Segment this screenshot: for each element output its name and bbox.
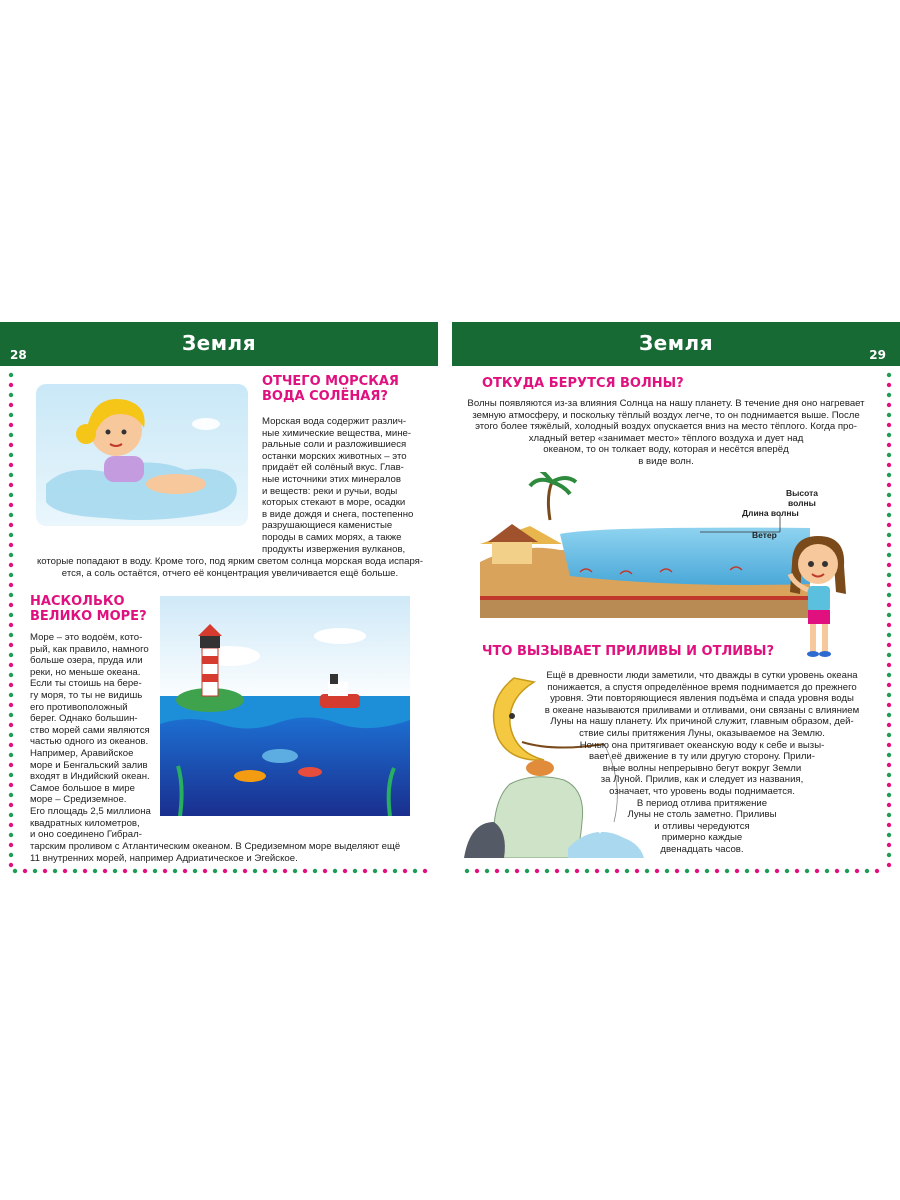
border-dot	[9, 553, 13, 557]
border-dot	[9, 653, 13, 657]
border-dot	[9, 483, 13, 487]
text-line: останки морских животных – это	[262, 450, 407, 462]
border-dot	[9, 623, 13, 627]
text-line: Самое большое в мире	[30, 782, 135, 794]
waves-paragraph	[464, 398, 868, 468]
border-dot	[887, 593, 891, 597]
girl-character-illustration	[782, 534, 852, 662]
border-dot	[9, 703, 13, 707]
border-dot	[123, 869, 127, 873]
border-dot	[887, 603, 891, 607]
page-header	[0, 322, 438, 366]
border-dot	[33, 869, 37, 873]
border-dot	[887, 473, 891, 477]
border-dot	[9, 373, 13, 377]
border-dot	[153, 869, 157, 873]
border-dot	[725, 869, 729, 873]
text-line: океаном, то он толкает воду, которая и несётся вперёд	[543, 444, 789, 456]
border-dot	[485, 869, 489, 873]
border-dot	[875, 869, 879, 873]
tides-paragraph	[532, 670, 872, 856]
text-line: и веществ: реки и ручьи, воды	[262, 485, 398, 497]
border-dot	[595, 869, 599, 873]
text-line: примерно каждые	[661, 832, 743, 844]
text-line: море и Бенгальский залив	[30, 759, 148, 771]
border-dot	[9, 783, 13, 787]
border-dot	[805, 869, 809, 873]
border-dot	[9, 453, 13, 457]
border-dot	[887, 563, 891, 567]
border-dot	[887, 703, 891, 707]
border-dot	[887, 373, 891, 377]
border-dot	[555, 869, 559, 873]
border-dot	[655, 869, 659, 873]
border-dot	[887, 463, 891, 467]
border-dot	[9, 663, 13, 667]
border-dot	[887, 693, 891, 697]
text-line: и оно соединено Гибрал-	[30, 829, 142, 841]
border-dot	[745, 869, 749, 873]
border-dot	[283, 869, 287, 873]
border-dot	[887, 533, 891, 537]
border-dot	[465, 869, 469, 873]
border-dot	[585, 869, 589, 873]
text-line: хладный ветер «занимает место» тёплого воздуха и дует над	[528, 432, 804, 444]
wave-height-label	[786, 488, 818, 508]
border-dot	[845, 869, 849, 873]
border-dot	[825, 869, 829, 873]
border-dot	[9, 803, 13, 807]
page-header	[452, 322, 900, 366]
border-dot	[9, 853, 13, 857]
border-dot	[9, 723, 13, 727]
text-line: в виде дождя и снега, постепенно	[262, 508, 414, 520]
border-dot	[9, 593, 13, 597]
page-title: Земля	[638, 331, 714, 355]
border-dot	[887, 833, 891, 837]
border-dot	[333, 869, 337, 873]
border-dot	[9, 463, 13, 467]
border-dot	[887, 513, 891, 517]
border-dot	[9, 753, 13, 757]
border-dot	[9, 643, 13, 647]
text-line: Например, Аравийское	[30, 747, 134, 759]
border-dot	[887, 823, 891, 827]
border-dot	[675, 869, 679, 873]
border-dot	[665, 869, 669, 873]
decorative-border-right	[884, 370, 894, 870]
page-29	[452, 322, 900, 880]
border-dot	[635, 869, 639, 873]
border-dot	[765, 869, 769, 873]
border-dot	[887, 813, 891, 817]
border-dot	[53, 869, 57, 873]
text-line: берег. Однако большин-	[30, 713, 138, 725]
text-line: означает, что уровень воды поднимается.	[609, 785, 795, 797]
border-dot	[373, 869, 377, 873]
text-line: которых стекают в море, осадки	[262, 497, 406, 509]
border-dot	[9, 383, 13, 387]
border-dot	[163, 869, 167, 873]
border-dot	[403, 869, 407, 873]
page-number: 28	[10, 348, 27, 362]
border-dot	[887, 753, 891, 757]
border-dot	[887, 653, 891, 657]
border-dot	[887, 793, 891, 797]
border-dot	[9, 563, 13, 567]
text-line: породы в самих морях, а также	[262, 531, 402, 543]
border-dot	[887, 783, 891, 787]
text-line: Если ты стоишь на бере-	[30, 678, 142, 690]
text-line: рый, как правило, намного	[30, 643, 149, 655]
text-line: двенадцать часов.	[660, 843, 744, 855]
border-dot	[183, 869, 187, 873]
border-dot	[73, 869, 77, 873]
border-dot	[887, 643, 891, 647]
heading-line: ОТЧЕГО МОРСКАЯ	[262, 374, 399, 389]
heading-line: НАСКОЛЬКО	[30, 594, 125, 609]
border-dot	[323, 869, 327, 873]
text-line: тарским проливом с Атлантическим океаном. В Средиземном море выделяют ещё	[30, 841, 401, 852]
border-dot	[575, 869, 579, 873]
border-dot	[383, 869, 387, 873]
border-dot	[705, 869, 709, 873]
border-dot	[887, 543, 891, 547]
text-line: вает её движение в ту или другую сторону. Прили-	[589, 751, 815, 763]
border-dot	[887, 803, 891, 807]
text-line: Луны на нашу планету. Их причиной служит, главным образом, дей-	[550, 716, 854, 728]
border-dot	[605, 869, 609, 873]
page-28	[0, 322, 438, 880]
text-line: Ещё в древности люди заметили, что дважды в сутки уровень океана	[546, 670, 858, 681]
sea-size-paragraph	[30, 632, 158, 841]
border-dot	[887, 763, 891, 767]
border-dot	[353, 869, 357, 873]
border-dot	[565, 869, 569, 873]
text-line: и отливы чередуются	[654, 820, 750, 832]
border-dot	[887, 673, 891, 677]
border-dot	[423, 869, 427, 873]
border-dot	[9, 843, 13, 847]
border-dot	[887, 413, 891, 417]
border-dot	[9, 583, 13, 587]
border-dot	[363, 869, 367, 873]
border-dot	[343, 869, 347, 873]
wave-length-label: Длина волны	[742, 508, 799, 518]
border-dot	[9, 403, 13, 407]
text-line: ные химические вещества, мине-	[262, 427, 412, 439]
text-line: в океане называются приливами и отливами, они связаны с влиянием	[544, 704, 860, 716]
border-dot	[887, 733, 891, 737]
border-dot	[887, 453, 891, 457]
border-dot	[9, 513, 13, 517]
border-dot	[9, 493, 13, 497]
text-line: Его площадь 2,5 миллиона	[30, 805, 151, 817]
border-dot	[9, 673, 13, 677]
border-dot	[9, 603, 13, 607]
border-dot	[887, 523, 891, 527]
text-line: ральные соли и разложившиеся	[262, 439, 407, 451]
border-dot	[173, 869, 177, 873]
text-line: реки, но меньше океана.	[30, 666, 141, 678]
section-heading-waves: ОТКУДА БЕРУТСЯ ВОЛНЫ?	[482, 376, 684, 391]
text-line: этого более тяжёлый, холодный воздух опускается вниз на место тёплого. Когда про-	[475, 421, 857, 433]
wind-label: Ветер	[752, 530, 777, 540]
border-dot	[9, 413, 13, 417]
sea-size-paragraph-continued	[30, 841, 430, 864]
border-dot	[9, 833, 13, 837]
border-dot	[515, 869, 519, 873]
label-line: Высота	[786, 488, 818, 498]
text-line: Море – это водоём, кото-	[30, 632, 143, 643]
text-line: Луны не столь заметно. Приливы	[627, 809, 777, 821]
border-dot	[887, 623, 891, 627]
border-dot	[9, 533, 13, 537]
border-dot	[887, 583, 891, 587]
border-dot	[293, 869, 297, 873]
text-line: земную атмосферу, и поскольку тёплый воздух легче, то он поднимается выше. После	[472, 409, 860, 421]
text-line: ется, а соль остаётся, отчего её концентрация увеличивается ещё больше.	[61, 567, 399, 579]
border-dot	[9, 443, 13, 447]
border-dot	[9, 423, 13, 427]
border-dot	[835, 869, 839, 873]
border-dot	[887, 443, 891, 447]
border-dot	[9, 473, 13, 477]
border-dot	[9, 393, 13, 397]
border-dot	[887, 863, 891, 867]
text-line: разрушающиеся каменистые	[262, 520, 393, 532]
border-dot	[93, 869, 97, 873]
border-dot	[645, 869, 649, 873]
border-dot	[887, 633, 891, 637]
border-dot	[887, 853, 891, 857]
border-dot	[887, 683, 891, 687]
border-dot	[9, 683, 13, 687]
border-dot	[505, 869, 509, 873]
text-line: продукты извержения вулканов,	[262, 543, 406, 555]
text-line: которые попадают в воду. Кроме того, под ярким светом солнца морская вода испаря-	[36, 556, 424, 567]
border-dot	[9, 503, 13, 507]
border-dot	[83, 869, 87, 873]
section-heading-sea-size	[30, 594, 147, 624]
border-dot	[9, 823, 13, 827]
border-dot	[13, 869, 17, 873]
border-dot	[103, 869, 107, 873]
heading-line: ВОДА СОЛЁНАЯ?	[262, 389, 388, 404]
text-line: море – Средиземное.	[30, 794, 127, 806]
border-dot	[9, 733, 13, 737]
border-dot	[23, 869, 27, 873]
text-line: за Луной. Прилив, как и следует из названия,	[600, 774, 804, 786]
salty-sea-paragraph-continued	[30, 556, 430, 579]
border-dot	[887, 433, 891, 437]
border-dot	[887, 553, 891, 557]
text-line: придаёт ей солёный вкус. Глав-	[262, 462, 404, 474]
text-line: Морская вода содержит различ-	[262, 416, 407, 427]
decorative-border-left	[6, 370, 16, 870]
border-dot	[9, 573, 13, 577]
text-line: его противоположный	[30, 701, 128, 713]
border-dot	[203, 869, 207, 873]
wave-diagram	[480, 472, 810, 618]
text-line: квадратных километров,	[30, 817, 140, 829]
border-dot	[525, 869, 529, 873]
border-dot	[9, 543, 13, 547]
text-line: ные источники этих минералов	[262, 473, 401, 485]
border-dot	[393, 869, 397, 873]
border-dot	[213, 869, 217, 873]
decorative-border-bottom	[462, 866, 882, 876]
text-line: гу моря, то ты не видишь	[30, 689, 143, 701]
border-dot	[887, 483, 891, 487]
border-dot	[887, 383, 891, 387]
text-line: частью одного из океанов.	[30, 736, 149, 748]
border-dot	[9, 813, 13, 817]
text-line: в виде волн.	[638, 455, 694, 467]
border-dot	[223, 869, 227, 873]
border-dot	[715, 869, 719, 873]
border-dot	[9, 633, 13, 637]
text-line: В период отлива притяжение	[636, 797, 768, 809]
border-dot	[193, 869, 197, 873]
border-dot	[735, 869, 739, 873]
border-dot	[755, 869, 759, 873]
text-line: понижается, а спустя определённое время поднимается до прежнего	[547, 681, 857, 693]
border-dot	[253, 869, 257, 873]
border-dot	[9, 763, 13, 767]
border-dot	[887, 493, 891, 497]
border-dot	[113, 869, 117, 873]
label-line: волны	[788, 498, 816, 508]
border-dot	[273, 869, 277, 873]
border-dot	[313, 869, 317, 873]
decorative-border-bottom	[10, 866, 430, 876]
border-dot	[865, 869, 869, 873]
border-dot	[143, 869, 147, 873]
border-dot	[887, 723, 891, 727]
border-dot	[9, 523, 13, 527]
border-dot	[495, 869, 499, 873]
text-line: больше озера, пруда или	[30, 655, 143, 667]
border-dot	[9, 743, 13, 747]
text-line: ство морей сами являются	[30, 724, 150, 736]
salty-sea-paragraph	[262, 416, 432, 555]
border-dot	[887, 393, 891, 397]
border-dot	[685, 869, 689, 873]
border-dot	[785, 869, 789, 873]
border-dot	[775, 869, 779, 873]
text-line: входят в Индийский океан.	[30, 771, 150, 783]
border-dot	[243, 869, 247, 873]
border-dot	[625, 869, 629, 873]
border-dot	[9, 793, 13, 797]
text-line: ствие силы притяжения Луны, оказываемое на Землю.	[579, 727, 825, 739]
border-dot	[615, 869, 619, 873]
border-dot	[695, 869, 699, 873]
border-dot	[795, 869, 799, 873]
section-heading-tides: ЧТО ВЫЗЫВАЕТ ПРИЛИВЫ И ОТЛИВЫ?	[482, 644, 775, 659]
border-dot	[413, 869, 417, 873]
lighthouse-sea-illustration	[160, 596, 410, 816]
page-number: 29	[869, 348, 886, 362]
text-line: Ночью она притягивает океанскую воду к себе и вызы-	[579, 739, 825, 751]
girl-in-sea-illustration	[36, 384, 248, 526]
border-dot	[9, 713, 13, 717]
border-dot	[887, 843, 891, 847]
border-dot	[887, 713, 891, 717]
border-dot	[545, 869, 549, 873]
border-dot	[9, 693, 13, 697]
border-dot	[855, 869, 859, 873]
section-heading-salty-sea	[262, 374, 399, 404]
border-dot	[887, 613, 891, 617]
border-dot	[887, 503, 891, 507]
border-dot	[63, 869, 67, 873]
border-dot	[43, 869, 47, 873]
border-dot	[887, 423, 891, 427]
text-line: Волны появляются из-за влияния Солнца на нашу планету. В течение дня оно нагревает	[467, 398, 865, 409]
text-line: вные волны непрерывно бегут вокруг Земли	[602, 762, 802, 774]
border-dot	[887, 573, 891, 577]
border-dot	[9, 433, 13, 437]
border-dot	[475, 869, 479, 873]
border-dot	[233, 869, 237, 873]
border-dot	[887, 773, 891, 777]
border-dot	[887, 743, 891, 747]
text-line: уровня. Эти повторяющиеся явления подъёма и спада уровня воды	[550, 693, 854, 705]
border-dot	[887, 403, 891, 407]
border-dot	[9, 613, 13, 617]
border-dot	[535, 869, 539, 873]
border-dot	[303, 869, 307, 873]
border-dot	[9, 773, 13, 777]
text-line: 11 внутренних морей, например Адриатическое и Эгейское.	[30, 852, 298, 864]
page-title: Земля	[181, 331, 257, 355]
border-dot	[133, 869, 137, 873]
border-dot	[263, 869, 267, 873]
heading-line: ВЕЛИКО МОРЕ?	[30, 609, 147, 624]
border-dot	[887, 663, 891, 667]
border-dot	[815, 869, 819, 873]
